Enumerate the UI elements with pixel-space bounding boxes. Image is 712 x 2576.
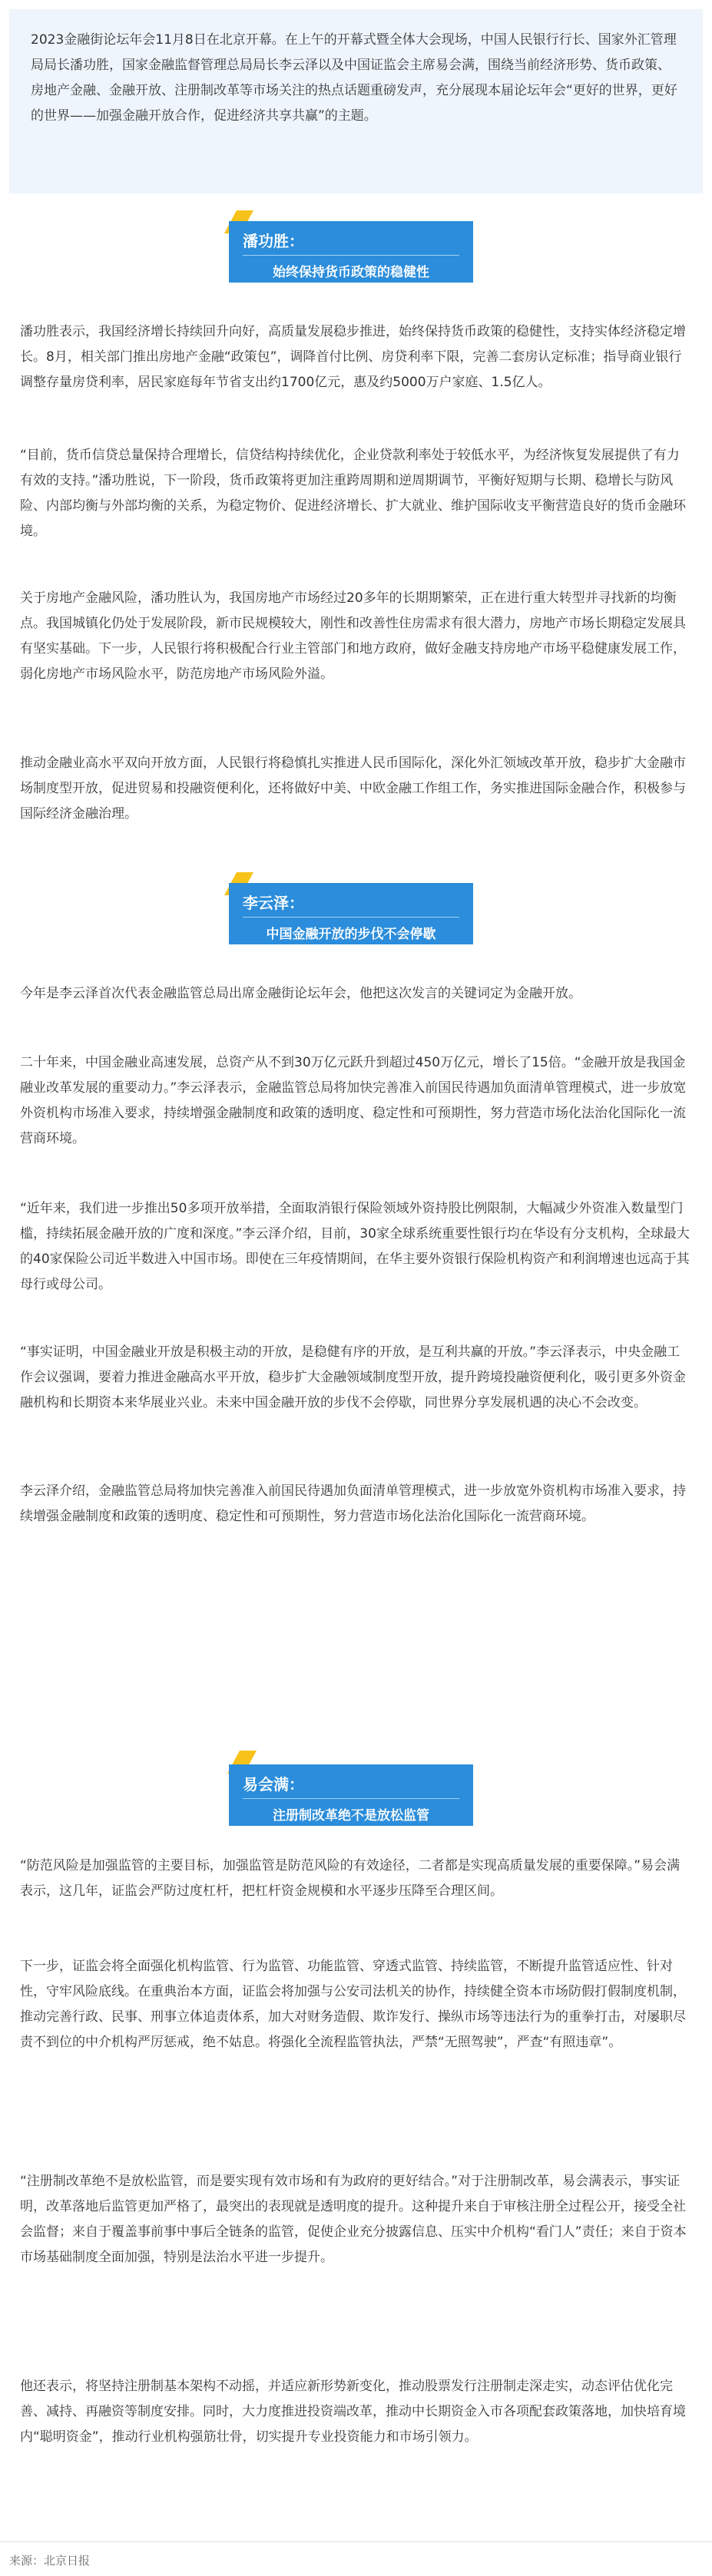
title-divider: [243, 917, 459, 918]
source-credit: 来源：北京日报: [9, 2554, 91, 2568]
paragraph: “事实证明，中国金融业开放是积极主动的开放，是稳健有序的开放，是互利共赢的开放。”李云泽表示，中央金融工作会议强调，要着力推进金融高水平开放，稳步扩大金融领域制度型开放，提升跨境投融资便利化，吸引更多外资金融机构和长期资本来华展业兴业。未来中国金融开放的步伐不会停歇，同世界分享发展机遇的决心不会改变。: [20, 1344, 686, 1410]
paragraph: 潘功胜表示，我国经济增长持续回升向好，高质量发展稳步推进，始终保持货币政策的稳健性，支持实体经济稳定增长。8月，相关部门推出房地产金融“政策包”，调降首付比例、房贷利率下限，完善二套房认定标准；指导商业银行调整存量房贷利率，居民家庭每年节省支出约1700亿元，惠及约5000万户家庭、1.5亿人。: [20, 324, 686, 390]
paragraph: 推动金融业高水平双向开放方面，人民银行将稳慎扎实推进人民币国际化，深化外汇领域改革开放，稳步扩大金融市场制度型开放，促进贸易和投融资便利化，还将做好中美、中欧金融工作组工作，务实推进国际金融合作，积极参与国际经济金融治理。: [20, 756, 686, 822]
section-title-box: [229, 1764, 473, 1826]
section-subtitle: 始终保持货币政策的稳健性: [273, 265, 429, 280]
speaker-name: 潘功胜：: [243, 232, 304, 250]
paragraph: 李云泽介绍，金融监管总局将加快完善准入前国民待遇加负面清单管理模式，进一步放宽外资机构市场准入要求，持续增强金融制度和政策的透明度、稳定性和可预期性，努力营造市场化法治化国际化一流营商环境。: [20, 1483, 686, 1524]
paragraph: 他还表示，将坚持注册制基本架构不动摇，并适应新形势新变化，推动股票发行注册制走深走实，动态评估优化完善、减持、再融资等制度安排。同时，大力度推进投资端改革，推动中长期资金入市各项配套政策落地，加快培育境内“聪明资金”，推动行业机构强筋壮骨，切实提升专业投资能力和市场引领力。: [20, 2379, 686, 2445]
title-divider: [243, 1798, 459, 1799]
section-title-box: [229, 883, 473, 944]
section-header-li: [0, 858, 712, 966]
section-header-yi: [0, 1741, 712, 1849]
paragraph: “防范风险是加强监管的主要目标，加强监管是防范风险的有效途径，二者都是实现高质量发展的重要保障。”易会满表示，这几年，证监会严防过度杠杆，把杠杆资金规模和水平逐步压降至合理区间。: [20, 1858, 681, 1899]
speaker-name: 李云泽：: [243, 894, 304, 912]
section-subtitle: 注册制改革绝不是放松监管: [273, 1808, 429, 1824]
section-subtitle: 中国金融开放的步伐不会停歇: [266, 927, 436, 942]
paragraph: 关于房地产金融风险，潘功胜认为，我国房地产市场经过20多年的长期期繁荣，正在进行重大转型并寻找新的均衡点。我国城镇化仍处于发展阶段，新市民规模较大，刚性和改善性住房需求有很大潜力，房地产市场长期稳定发展具有坚实基础。下一步，人民银行将积极配合行业主管部门和地方政府，做好金融支持房地产市场平稳健康发展工作，弱化房地产市场风险水平，防范房地产市场风险外溢。: [20, 590, 686, 682]
paragraph: “目前，货币信贷总量保持合理增长，信贷结构持续优化，企业贷款利率处于较低水平，为经济恢复发展提供了有力有效的支持。”潘功胜说，下一阶段，货币政策将更加注重跨周期和逆周期调节，平衡好短期与长期、稳增长与防风险、内部均衡与外部均衡的关系，为稳定物价、促进经济增长、扩大就业、维护国际收支平衡营造良好的货币金融环境。: [20, 448, 686, 539]
section-header-pan: [0, 197, 712, 304]
paragraph: 下一步，证监会将全面强化机构监管、行为监管、功能监管、穿透式监管、持续监管，不断提升监管适应性、针对性，守牢风险底线。在重典治本方面，证监会将加强与公安司法机关的协作，持续健全资本市场防假打假制度机制，推动完善行政、民事、刑事立体追责体系，加大对财务造假、欺诈发行、操纵市场等违法行为的重拳打击，对屡职尽责不到位的中介机构严厉惩戒，绝不姑息。将强化全流程监管执法，严禁“无照驾驶”，严查“有照违章”。: [20, 1959, 686, 2050]
paragraph: “近年来，我们进一步推出50多项开放举措，全面取消银行保险领域外资持股比例限制，大幅减少外资准入数量型门槛，持续拓展金融开放的广度和深度。”李云泽介绍，目前，30家全球系统重要性银行均在华设有分支机构，全球最大的40家保险公司近半数进入中国市场。即使在三年疫情期间，在华主要外资银行保险机构资产和利润增速也远高于其母行或母公司。: [20, 1201, 690, 1292]
title-divider: [243, 255, 459, 256]
paragraph: 二十年来，中国金融业高速发展，总资产从不到30万亿元跃升到超过450万亿元，增长了15倍。“金融开放是我国金融业改革发展的重要动力。”李云泽表示，金融监管总局将加快完善准入前国民待遇加负面清单管理模式，进一步放宽外资机构市场准入要求，持续增强金融制度和政策的透明度、稳定性和可预期性，努力营造市场化法治化国际化一流营商环境。: [20, 1055, 687, 1146]
paragraph: “注册制改革绝不是放松监管，而是要实现有效市场和有为政府的更好结合。”对于注册制改革，易会满表示，事实证明，改革落地后监管更加严格了，最突出的表现就是透明度的提升。这种提升来自于审核注册全过程公开，接受全社会监督；来自于覆盖事前事中事后全链条的监管，促使企业充分披露信息、压实中介机构“看门人”责任；来自于资本市场基础制度全面加强，特别是法治水平进一步提升。: [20, 2174, 687, 2265]
section-title-box: [229, 221, 473, 283]
paragraph: 今年是李云泽首次代表金融监管总局出席金融街论坛年会，他把这次发言的关键词定为金融开放。: [20, 986, 581, 1001]
speaker-name: 易会满：: [243, 1775, 304, 1794]
footer-divider: [0, 2541, 712, 2542]
intro-paragraph: 2023金融街论坛年会11月8日在北京开幕。在上午的开幕式暨全体大会现场，中国人民银行行长、国家外汇管理局局长潘功胜，国家金融监督管理总局局长李云泽以及中国证监会主席易会满，围绕当前经济形势、货币政策、房地产金融、金融开放、注册制改革等市场关注的热点话题重磅发声，充分展现本届论坛年会“更好的世界，更好的世界——加强金融开放合作，促进经济共享共赢”的主题。: [9, 9, 703, 193]
